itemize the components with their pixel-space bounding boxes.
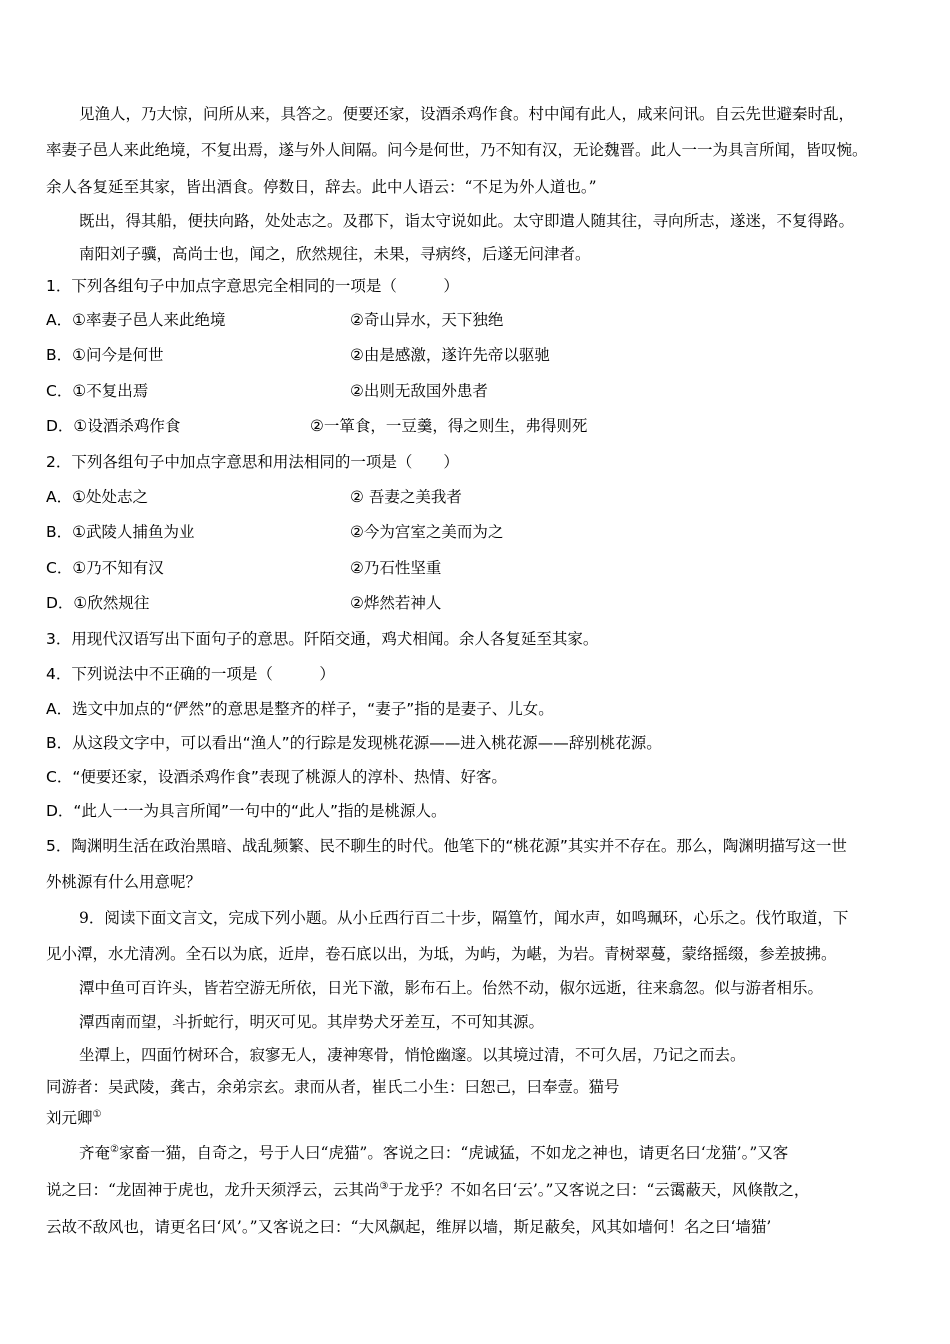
question-1-option-c-right: ②出则无敌国外患者 — [350, 382, 488, 400]
cat-text: 说之曰：“龙固神于虎也，龙升天须浮云，云其尚 — [46, 1181, 380, 1199]
cat-title-author — [46, 1108, 101, 1128]
passage1-paragraph: 南阳刘子骥，高尚士也，闻之，欣然规往，未果，寻病终，后遂无问津者。 — [79, 245, 591, 263]
question-5-line: 外桃源有什么用意呢？ — [46, 873, 202, 891]
cat-text: 家畜一猫，自奇之，号于人曰“虎猫”。客说之曰：“虎诚猛，不如龙之神也，请更名曰‘龙猫’。”又客 — [118, 1144, 789, 1162]
question-9-line: 见小潭，水尤清冽。全石以为底，近岸，卷石底以出，为坻，为屿，为嵁，为岩。青树翠蔓，蒙络摇缀，参差披拂。 — [46, 945, 837, 963]
passage1-paragraph: 既出，得其船，便扶向路，处处志之。及郡下，诣太守说如此。太守即遣人随其往，寻向所志，遂迷，不复得路。 — [79, 212, 855, 230]
question-2-option-b-right: ②今为宫室之美而为之 — [350, 523, 504, 541]
question-4-option-d: D．“此人一一为具言所闻”一句中的“此人”指的是桃源人。 — [46, 802, 447, 820]
question-1-option-d-right: ②一箪食，一豆羹，得之则生，弗得则死 — [310, 417, 588, 435]
passage1-line: 见渔人，乃大惊，问所从来，具答之。便要还家，设酒杀鸡作食。村中闻有此人，咸来问讯。自云先世避秦时乱， — [79, 105, 855, 123]
cat-passage-line — [46, 1180, 809, 1200]
question-1-stem: 1．下列各组句子中加点字意思完全相同的一项是（ ） — [46, 277, 459, 295]
footnote-marker: ② — [110, 1143, 119, 1155]
footnote-marker: ③ — [379, 1180, 389, 1192]
question-9-paragraph: 潭中鱼可百许头，皆若空游无所依，日光下澈，影布石上。佁然不动，俶尔远逝，往来翕忽。似与游者相乐。 — [79, 979, 824, 997]
question-9-paragraph: 同游者：吴武陵，龚古，余弟宗玄。隶而从者，崔氏二小生：曰恕己，曰奉壹。猫号 — [46, 1078, 620, 1096]
cat-passage-line — [79, 1143, 788, 1163]
question-1-option-b-left: B．①问今是何世 — [46, 346, 164, 364]
question-4-option-b: B．从这段文字中，可以看出“渔人”的行踪是发现桃花源——进入桃花源——辞别桃花源。 — [46, 734, 662, 752]
question-2-stem: 2．下列各组句子中加点字意思和用法相同的一项是（ ） — [46, 453, 459, 471]
question-9-line: 9．阅读下面文言文，完成下列小题。从小丘西行百二十步，隔篁竹，闻水声，如鸣珮环，心乐之。伐竹取道，下 — [79, 909, 849, 927]
question-2-option-c-left: C．①乃不知有汉 — [46, 559, 164, 577]
question-2-option-d-left: D．①欣然规往 — [46, 594, 150, 612]
question-2-option-a-right: ② 吾妻之美我者 — [350, 488, 462, 506]
author-name: 刘元卿 — [46, 1109, 93, 1127]
question-3-stem: 3．用现代汉语写出下面句子的意思。阡陌交通，鸡犬相闻。余人各复延至其家。 — [46, 630, 599, 648]
question-4-option-a: A．选文中加点的“俨然”的意思是整齐的样子，“妻子”指的是妻子、儿女。 — [46, 700, 554, 718]
question-1-option-d-left: D．①设酒杀鸡作食 — [46, 417, 181, 435]
question-2-option-b-left: B．①武陵人捕鱼为业 — [46, 523, 195, 541]
question-1-option-a-left: A．①率妻子邑人来此绝境 — [46, 311, 226, 329]
question-5-line: 5．陶渊明生活在政治黑暗、战乱频繁、民不聊生的时代。他笔下的“桃花源”其实并不存在。那么，陶渊明描写这一世 — [46, 837, 847, 855]
question-1-option-b-right: ②由是感激，遂许先帝以驱驰 — [350, 346, 550, 364]
question-4-option-c: C．“便要还家，设酒杀鸡作食”表现了桃源人的淳朴、热情、好客。 — [46, 768, 507, 786]
question-1-option-a-right: ②奇山异水，天下独绝 — [350, 311, 504, 329]
question-1-option-c-left: C．①不复出焉 — [46, 382, 149, 400]
question-9-paragraph: 坐潭上，四面竹树环合，寂寥无人，凄神寒骨，悄怆幽邃。以其境过清，不可久居，乃记之而去。 — [79, 1046, 746, 1064]
footnote-marker: ① — [92, 1108, 102, 1120]
cat-text: 于龙乎？不如名曰‘云’。”又客说之曰：“云霭蔽天，风倏散之， — [388, 1181, 810, 1199]
cat-passage-line: 云故不敌风也，请更名曰‘风’。”又客说之曰：“大风飙起，维屏以墙，斯足蔽矣，风其如墙何！名之曰‘墙猫’ — [46, 1218, 772, 1236]
question-2-option-c-right: ②乃石性坚重 — [350, 559, 442, 577]
question-4-stem: 4．下列说法中不正确的一项是（ ） — [46, 665, 335, 683]
cat-text: 齐奄 — [79, 1144, 111, 1162]
question-2-option-d-right: ②烨然若神人 — [350, 594, 442, 612]
passage1-line: 余人各复延至其家，皆出酒食。停数日，辞去。此中人语云：“不足为外人道也。” — [46, 178, 597, 196]
question-2-option-a-left: A．①处处志之 — [46, 488, 148, 506]
passage1-line: 率妻子邑人来此绝境，不复出焉，遂与外人间隔。问今是何世，乃不知有汉，无论魏晋。此人一一为具言所闻，皆叹惋。 — [46, 141, 868, 159]
question-9-paragraph: 潭西南而望，斗折蛇行，明灭可见。其岸势犬牙差互，不可知其源。 — [79, 1013, 545, 1031]
